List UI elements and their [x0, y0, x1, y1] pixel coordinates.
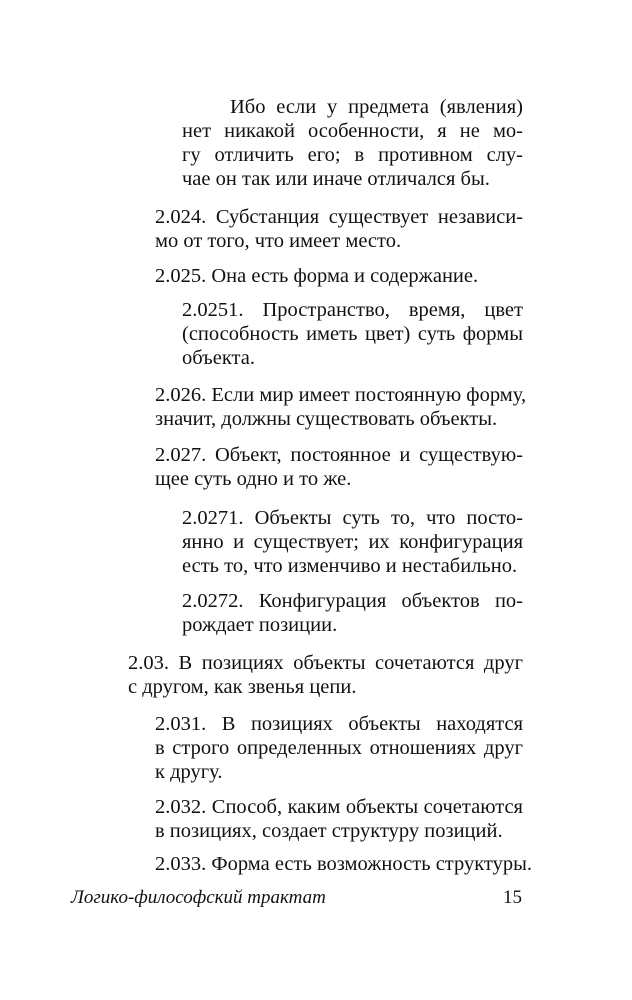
paragraph [128, 651, 523, 699]
text-line: мо от того, что имеет место. [155, 230, 402, 252]
paragraph [182, 506, 523, 578]
text-line: в позициях, создает структуру позиций. [155, 820, 503, 842]
paragraph [155, 795, 523, 843]
paragraph [155, 264, 523, 288]
text-line: 2.026. Если мир имеет постоянную форму, [155, 384, 527, 406]
text-line: 2.0272. Конфигурация объектов по- [182, 590, 523, 612]
page-number: 15 [503, 887, 522, 908]
text-line: чае он так или иначе отличался бы. [182, 168, 490, 190]
paragraph [155, 383, 527, 431]
text-line: 2.0251. Пространство, время, цвет [182, 299, 523, 321]
text-line: 2.024. Субстанция существует независи- [155, 206, 523, 228]
text-line: 2.0271. Объекты суть то, что посто- [182, 507, 523, 529]
text-line: гу отличить его; в противном слу- [182, 144, 523, 166]
text-line: с другом, как звенья цепи. [128, 676, 357, 698]
paragraph [155, 443, 523, 491]
text-line: 2.025. Она есть форма и содержание. [155, 265, 479, 287]
paragraph [182, 298, 523, 370]
paragraph [155, 205, 523, 253]
text-line: значит, должны существовать объекты. [155, 408, 498, 430]
text-line: в строго определенных отношениях друг [155, 737, 523, 759]
text-line: 2.032. Способ, каким объекты сочетаются [155, 796, 523, 818]
paragraph [182, 589, 523, 637]
text-line: янно и существует; их конфигурация [182, 531, 523, 553]
running-footer-title: Логико-философский трактат [71, 887, 326, 908]
text-line: 2.03. В позициях объекты сочетаются друг [128, 652, 523, 674]
text-line: рождает позиции. [182, 614, 338, 636]
text-line: 2.027. Объект, постоянное и существую- [155, 444, 523, 466]
text-line: 2.031. В позициях объекты находятся [155, 713, 523, 735]
text-line: (способность иметь цвет) суть формы [182, 323, 523, 345]
text-line: Ибо если у предмета (явления) [230, 96, 523, 118]
text-line: объекта. [182, 347, 255, 369]
text-line: 2.033. Форма есть возможность структуры. [155, 853, 533, 875]
text-line: щее суть одно и то же. [155, 468, 352, 490]
paragraph [155, 712, 523, 784]
text-line: к другу. [155, 761, 223, 783]
paragraph [155, 852, 533, 876]
text-line: есть то, что изменчиво и нестабильно. [182, 555, 518, 577]
text-line: нет никакой особенности, я не мо- [182, 120, 523, 142]
paragraph [182, 95, 523, 191]
